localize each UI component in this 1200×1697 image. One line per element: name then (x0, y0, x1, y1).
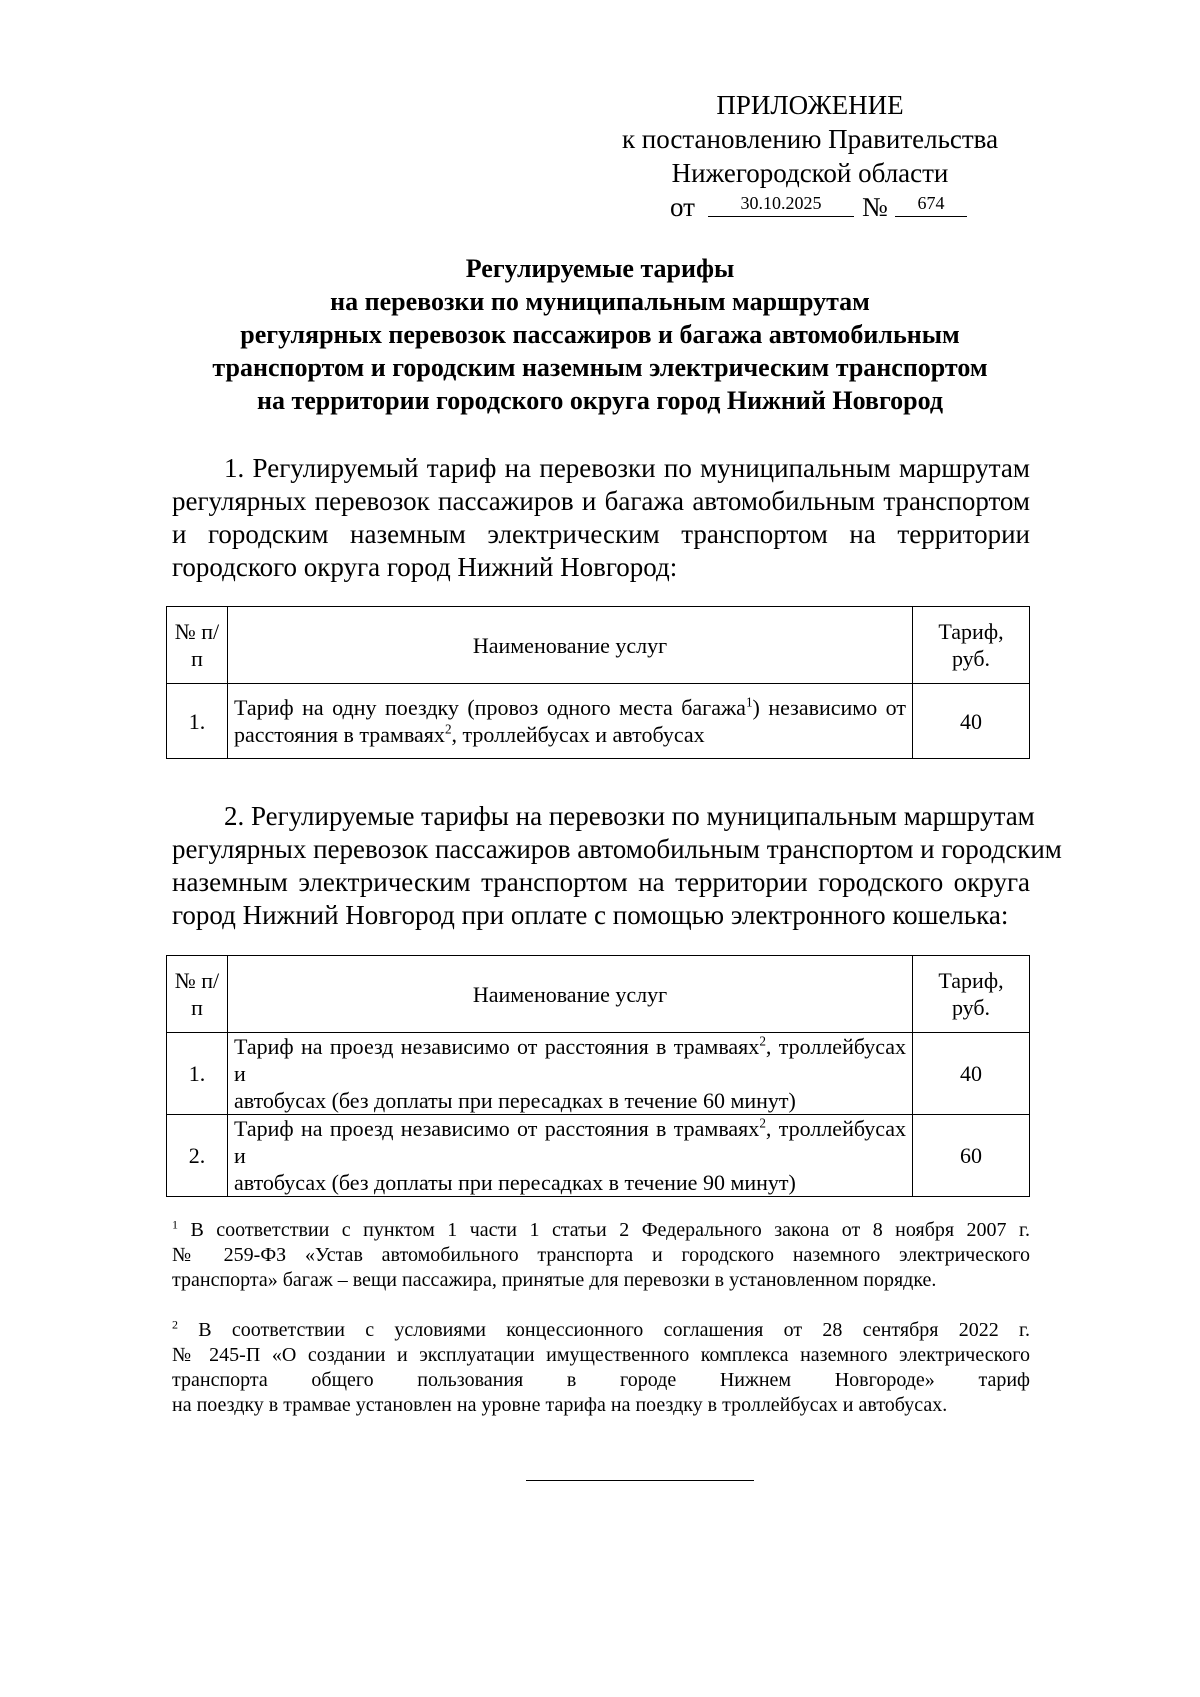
document-heading (170, 252, 1030, 417)
heading-line: на перевозки по муниципальным маршрутам (330, 287, 870, 316)
text-run: Тариф на проезд независимо от расстояния в трамваях (234, 1116, 760, 1141)
footnote-line: транспорта» багаж – вещи пассажира, принятые для перевозки в установленном порядке. (172, 1269, 937, 1291)
footnote-line (172, 1218, 1030, 1243)
header-service-name: Наименование услуг (228, 956, 913, 1033)
footnote-ref: 2 (759, 1115, 766, 1131)
text-run: ) независимо от (752, 695, 906, 720)
row-number: 2. (167, 1115, 228, 1197)
service-name-line: автобусах (без доплаты при пересадках в течение 60 минут) (234, 1088, 796, 1113)
paragraph-line: городского округа город Нижний Новгород: (172, 552, 678, 582)
text-run: , троллейбусах и (234, 1034, 906, 1086)
footnote-line: № 259-ФЗ «Устав автомобильного транспорта и городского наземного электрического (172, 1244, 1030, 1266)
end-divider-line (526, 1480, 754, 1481)
footnote-line: на поездку в трамвае установлен на уровне тарифа на поездку в троллейбусах и автобусах. (172, 1394, 948, 1416)
header-service-name: Наименование услуг (228, 607, 913, 684)
footnote-ref: 1 (745, 694, 753, 710)
row-service-name (228, 1033, 913, 1115)
section-2-paragraph (172, 800, 1062, 932)
row-service-name (228, 684, 913, 759)
appendix-line: к постановлению Правительства (621, 124, 999, 154)
table-header-row (167, 956, 1030, 1033)
footnote-2 (172, 1318, 1030, 1418)
service-name-line: автобусах (без доплаты при пересадках в течение 90 минут) (234, 1170, 796, 1195)
header-tariff: Тариф, руб. (913, 956, 1030, 1033)
row-number: 1. (167, 684, 228, 759)
heading-line: на территории городского округа город Нижний Новгород (257, 386, 943, 415)
row-tariff: 40 (913, 1033, 1030, 1115)
tariff-table-1 (166, 606, 1030, 759)
date-number-line (590, 190, 1030, 228)
row-tariff: 40 (913, 684, 1030, 759)
row-number: 1. (167, 1033, 228, 1115)
tariff-table-2 (166, 955, 1030, 1197)
footnote-line (172, 1318, 1030, 1343)
paragraph-line: регулярных перевозок пассажиров и багажа автомобильным транспортом (172, 486, 1030, 516)
footnote-mark: 1 (172, 1217, 178, 1232)
table-row (167, 1033, 1030, 1115)
table-header-row (167, 607, 1030, 684)
document-number: 674 (895, 192, 967, 217)
header-number: № п/п (167, 956, 228, 1033)
paragraph-line: наземным электрическим транспортом на территории городского округа (172, 867, 1030, 897)
document-date: 30.10.2025 (708, 192, 854, 217)
row-tariff: 60 (913, 1115, 1030, 1197)
footnote-1 (172, 1218, 1030, 1293)
service-name-line (234, 694, 906, 721)
text-run: В соответствии с условиями концессионного соглашения от 28 сентября 2022 г. (178, 1319, 1030, 1341)
footnote-ref: 2 (759, 1033, 766, 1049)
text-run: Тариф на одну поездку (провоз одного места багажа (234, 695, 746, 720)
text-run: , троллейбусах и (234, 1116, 906, 1168)
footnote-mark: 2 (172, 1317, 178, 1332)
footnote-line: транспорта общего пользования в городе Нижнем Новгороде» тариф (172, 1369, 1030, 1391)
paragraph-line: и городским наземным электрическим транспортом на территории (172, 519, 1030, 549)
appendix-line: Нижегородской области (671, 158, 949, 188)
paragraph-line: 1. Регулируемый тариф на перевозки по муниципальным маршрутам (224, 453, 1030, 483)
service-name-line (234, 721, 906, 748)
footnote-ref: 2 (444, 721, 452, 737)
number-prefix: № (862, 192, 888, 222)
row-service-name (228, 1115, 913, 1197)
table-row (167, 684, 1030, 759)
service-name-line (234, 1033, 906, 1087)
paragraph-line: город Нижний Новгород при оплате с помощью электронного кошелька: (172, 900, 1009, 930)
service-name-line (234, 1115, 906, 1169)
text-run: расстояния в трамваях (234, 722, 445, 747)
text-run: В соответствии с пунктом 1 части 1 статьи 2 Федерального закона от 8 ноября 2007 г. (178, 1219, 1030, 1241)
section-1-paragraph (172, 452, 1030, 584)
heading-line: регулярных перевозок пассажиров и багажа автомобильным (240, 320, 960, 349)
header-tariff: Тариф, руб. (913, 607, 1030, 684)
table-row (167, 1115, 1030, 1197)
heading-line: Регулируемые тарифы (465, 254, 735, 283)
paragraph-line: 2. Регулируемые тарифы на перевозки по муниципальным маршрутам (224, 801, 1035, 831)
text-run: , троллейбусах и автобусах (451, 722, 705, 747)
text-run: Тариф на проезд независимо от расстояния в трамваях (234, 1034, 760, 1059)
date-prefix: от (670, 192, 695, 222)
paragraph-line: регулярных перевозок пассажиров автомобильным транспортом и городским (172, 834, 1062, 864)
header-number: № п/п (167, 607, 228, 684)
appendix-title: ПРИЛОЖЕНИЕ (716, 90, 904, 120)
heading-line: транспортом и городским наземным электрическим транспортом (212, 353, 988, 382)
footnote-line: № 245-П «О создании и эксплуатации имущественного комплекса наземного электрического (172, 1344, 1030, 1366)
appendix-block (590, 88, 1030, 228)
